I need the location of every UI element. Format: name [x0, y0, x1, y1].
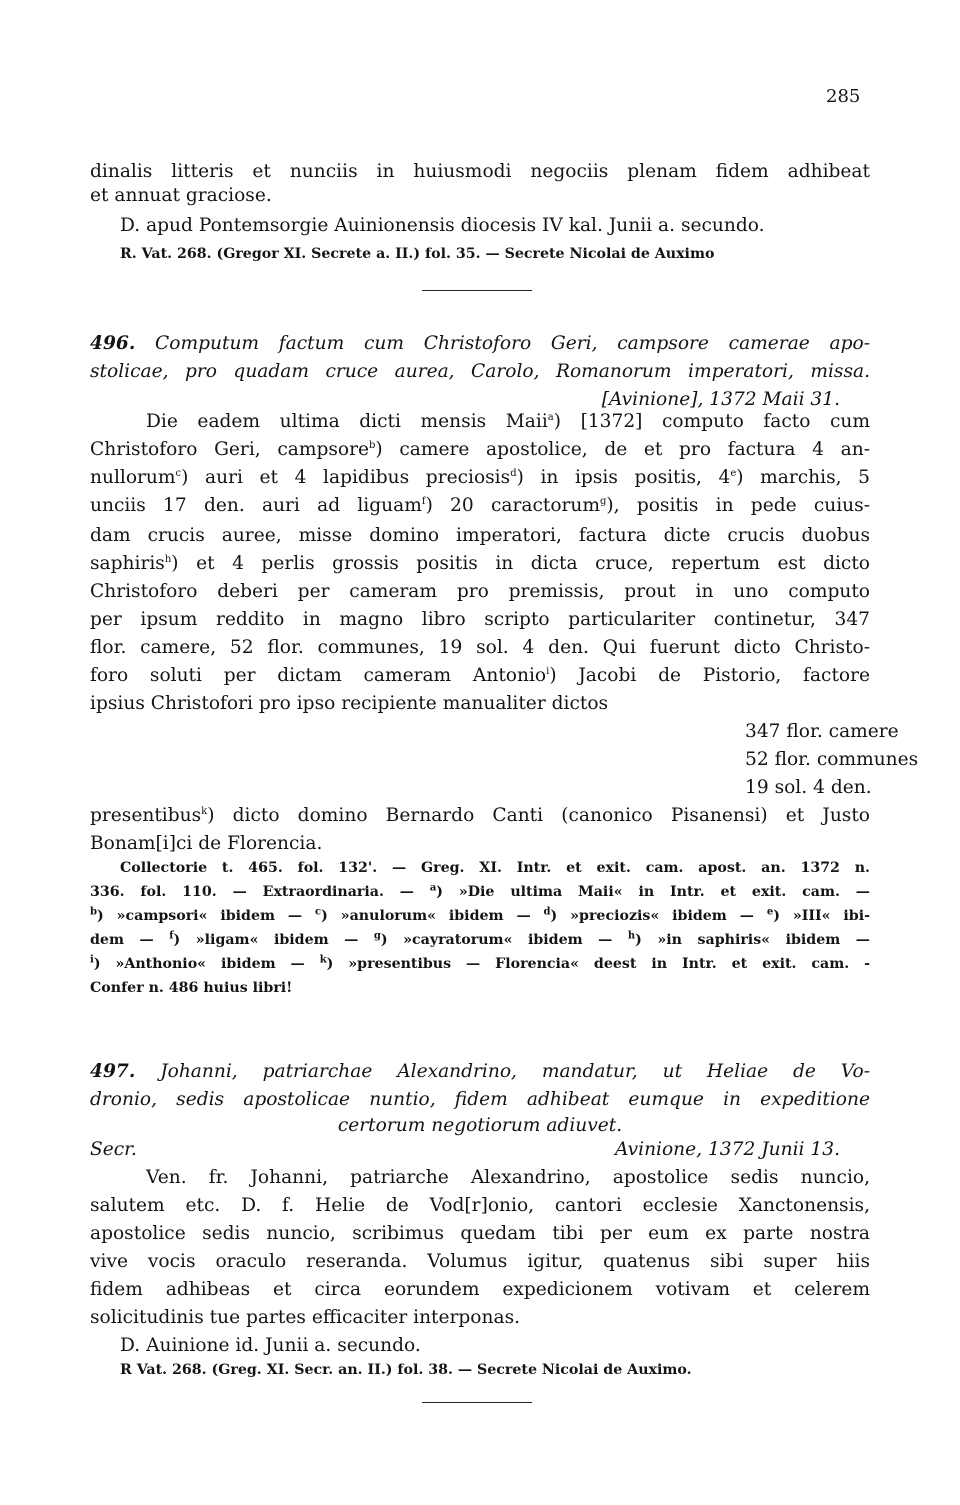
text-segment: ) »ligam« ibidem — [173, 932, 374, 948]
text-line [90, 832, 870, 856]
text-segment: ) auri et 4 lapidibus preciosis [181, 467, 511, 488]
text-segment: Bonam[i]ci de Florencia. [90, 833, 323, 854]
text-line [90, 608, 870, 632]
text-line [90, 978, 870, 998]
entry-title: 496. Computum factum cum Christoforo Geri, campsore camerae apo- [90, 333, 870, 354]
text-segment: ) 20 caractorum [425, 495, 601, 516]
footnote-marker: a [547, 411, 554, 423]
footnote-marker: b [369, 439, 376, 451]
text-line [90, 552, 870, 576]
separator-rule [422, 290, 532, 291]
footnote-marker: d [510, 467, 517, 479]
text-segment: ) Jacobi de Pistorio, factore [549, 665, 870, 686]
footnote-marker: h [627, 930, 636, 942]
text-line [90, 858, 870, 878]
text-segment: ) »III« ibi- [773, 908, 870, 924]
text-segment: ipsius Christofori pro ipso recipiente manualiter dictos [90, 693, 609, 714]
text-segment: presentibus [90, 805, 202, 826]
text-line [90, 804, 870, 828]
entry-title: dronio, sedis apostolicae nuntio, fidem adhibeat eumque in expeditione [90, 1089, 870, 1110]
dating-line: D. Auinione id. Junii a. secundo. [120, 1335, 421, 1356]
text-line: solicitudinis tue partes efficaciter interponas. [90, 1307, 521, 1328]
text-segment: ) »cayratorum« ibidem — [380, 932, 628, 948]
footnote-marker: d [543, 906, 551, 918]
text-line [90, 466, 870, 490]
text-segment: ) »campsori« ibidem — [97, 908, 316, 924]
text-segment: ) »anulorum« ibidem — [321, 908, 544, 924]
text-segment: ) et 4 perlis grossis positis in dicta cruce, repertum est dicto [171, 553, 870, 574]
text-segment: ) »Die ultima Maii« in Intr. et exit. cam. — [436, 884, 870, 900]
text-line [90, 636, 870, 660]
text-line: vive vocis oraculo reseranda. Volumus igitur, quatenus sibi super hiis [90, 1251, 870, 1272]
entry-number: 497. [90, 1061, 136, 1082]
footnote-marker: k [201, 805, 208, 817]
text-line: et annuat graciose. [90, 185, 272, 206]
text-line [90, 906, 870, 926]
footnote-marker: b [90, 906, 97, 918]
footnote-marker: i [546, 665, 550, 677]
text-segment: foro soluti per dictam cameram Antonio [90, 665, 547, 686]
text-line [90, 930, 870, 950]
text-line [90, 692, 870, 716]
text-segment: ) »Anthonio« ibidem — [93, 956, 320, 972]
footnote-marker: i [90, 954, 94, 966]
entry-title: 497. Johanni, patriarchae Alexandrino, mandatur, ut Heliae de Vo- [90, 1061, 870, 1082]
footnote-marker: e [766, 906, 774, 918]
text-segment: 336. fol. 110. — Extraordinaria. — [90, 884, 430, 900]
footnote-marker: g [373, 930, 381, 942]
text-segment: ) dicto domino Bernardo Canti (canonico Pisanensi) et Justo [207, 805, 870, 826]
text-line: fidem adhibeas et circa eorundem expedicionem votivam et celerem [90, 1279, 870, 1300]
text-line [90, 954, 870, 974]
text-segment: ) »preciozis« ibidem — [550, 908, 767, 924]
page-number: 285 [826, 86, 861, 107]
text-line [90, 410, 870, 434]
text-segment: dam crucis auree, misse domino imperatori, factura dicte crucis duobus [90, 525, 870, 546]
source-tag: Secr. [90, 1139, 137, 1160]
text-segment: dem — [90, 932, 170, 948]
text-segment: ) »in saphiris« ibidem — [635, 932, 870, 948]
text-segment: per ipsum reddito in magno libro scripto particulariter continetur, 347 [90, 609, 870, 630]
dating-line: D. apud Pontemsorgie Auinionensis diocesis IV kal. Junii a. secundo. [120, 215, 765, 236]
source-line: R Vat. 268. (Greg. XI. Secr. an. II.) fol. 38. — Secrete Nicolai de Auximo. [120, 1362, 692, 1378]
text-line: salutem etc. D. f. Helie de Vod[r]onio, cantori ecclesie Xanctonensis, [90, 1195, 870, 1216]
amount-line: 19 sol. 4 den. [745, 777, 872, 798]
text-segment: ) in ipsis positis, 4 [516, 467, 731, 488]
source-line: R. Vat. 268. (Gregor XI. Secrete a. II.) fol. 35. — Secrete Nicolai de Auximo [120, 246, 715, 262]
amount-line: 52 flor. communes [745, 749, 919, 770]
text-segment: ), positis in pede cuius- [606, 495, 870, 516]
footnote-marker: e [730, 467, 737, 479]
separator-rule [422, 1402, 532, 1403]
place-date: Avinione, 1372 Junii 13. [614, 1139, 840, 1160]
place-date: [Avinione], 1372 Maii 31. [601, 389, 840, 410]
text-segment: Collectorie t. 465. fol. 132'. — Greg. XI. Intr. et exit. cam. apost. an. 1372 n. [120, 860, 870, 876]
text-segment: nullorum [90, 467, 176, 488]
footnote-marker: k [319, 954, 327, 966]
amount-line: 347 flor. camere [745, 721, 899, 742]
text-segment: ) camere apostolice, de et pro factura 4 an- [375, 439, 870, 460]
text-line: apostolice sedis nuncio, scribimus quedam tibi per eum ex parte nostra [90, 1223, 870, 1244]
text-segment: Christoforo deberi per cameram pro premissis, prout in uno computo [90, 581, 870, 602]
footnote-marker: f [421, 495, 426, 507]
footnote-marker: c [315, 906, 322, 918]
text-line [90, 882, 870, 902]
text-segment: Die eadem ultima dicti mensis Maii [146, 411, 548, 432]
text-segment: saphiris [90, 553, 165, 574]
footnote-marker: f [169, 930, 174, 942]
text-segment: ) »presentibus — Florencia« deest in Intr. et exit. cam. - [326, 956, 871, 972]
text-line: dinalis litteris et nunciis in huiusmodi negociis plenam fidem adhibeat [90, 161, 870, 182]
text-line [90, 524, 870, 548]
text-segment: unciis 17 den. auri ad liguam [90, 495, 422, 516]
text-segment: ) [1372] computo facto cum [553, 411, 870, 432]
text-line: Ven. fr. Johanni, patriarche Alexandrino, apostolice sedis nuncio, [146, 1167, 870, 1188]
entry-title: stolicae, pro quadam cruce aurea, Carolo, Romanorum imperatori, missa. [90, 361, 870, 382]
footnote-marker: g [600, 495, 607, 507]
text-line [90, 580, 870, 604]
text-line [90, 664, 870, 688]
entry-title: certorum negotiorum adiuvet. [337, 1115, 623, 1136]
text-line [90, 438, 870, 462]
text-segment: flor. camere, 52 flor. communes, 19 sol. 4 den. Qui fuerunt dicto Christo- [90, 637, 870, 658]
text-segment: Confer n. 486 huius libri! [90, 980, 293, 996]
footnote-marker: h [164, 553, 172, 565]
text-segment: ) marchis, 5 [736, 467, 870, 488]
text-segment: Christoforo Geri, campsore [90, 439, 370, 460]
footnote-marker: a [429, 882, 437, 894]
footnote-marker: c [175, 467, 182, 479]
text-line [90, 494, 870, 518]
entry-number: 496. [90, 333, 136, 354]
